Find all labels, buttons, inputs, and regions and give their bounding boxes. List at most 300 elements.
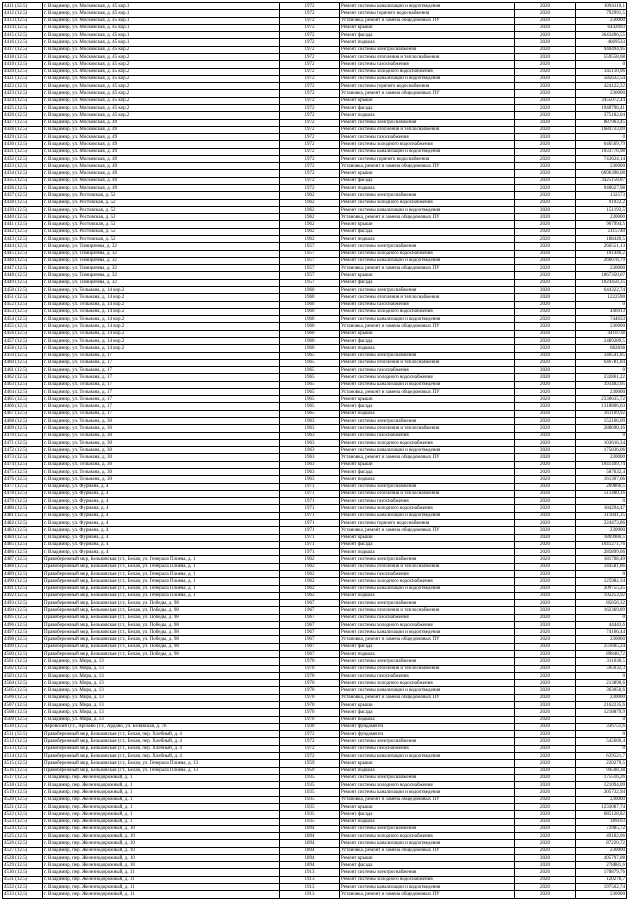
cost-cell: 121094,09 (576, 782, 627, 789)
address-cell: г. Владимир, пер. Железнодорожный, д. 11 (43, 891, 280, 898)
cost-cell: 595032,3 (576, 665, 627, 672)
address-cell: г. Владимир, ул. Тельмана, д. 30 (43, 418, 280, 425)
table-row (3, 323, 627, 330)
address-cell: Правобережный мкр, Бельковская (г.т., Белая, ул. Победы, д. 98 (43, 621, 280, 628)
address-cell: г. Владимир, ул. Тельмана, д. 14 кор.2 (43, 323, 280, 330)
address-cell: г. Владимир, ул. Мира, д. 13 (43, 716, 280, 723)
address-cell: г. Владимир, пер. Железнодорожный, д. 1 (43, 796, 280, 803)
planned-year-cell: 2020 (515, 75, 576, 82)
planned-year-cell: 2020 (515, 345, 576, 352)
build-year-cell: 1963 (280, 439, 340, 446)
cost-cell: 175516,26 (576, 774, 627, 781)
work-type-cell: Ремонт системы канализации и водоотведения (340, 629, 515, 636)
table-row (3, 177, 627, 184)
cost-cell: 4669533 (576, 39, 627, 46)
build-year-cell: 1959 (280, 760, 340, 767)
address-cell: г. Владимир, ул. Мира, д. 13 (43, 694, 280, 701)
build-year-cell: 1971 (280, 505, 340, 512)
cost-cell: 344581,86 (576, 563, 627, 570)
build-year-cell: 1957 (280, 250, 340, 257)
build-year-cell: 1972 (280, 731, 340, 738)
planned-year-cell: 2020 (515, 177, 576, 184)
build-year-cell: 1971 (280, 519, 340, 526)
address-cell: Правобережный мкр, Бельковская (г.т., Белая, ул. Генерала Плиева, д. 1 (43, 578, 280, 585)
address-cell: г. Владимир, ул. Тельмана, д. 14 кор.2 (43, 316, 280, 323)
build-year-cell: 1972 (280, 68, 340, 75)
work-type-cell: Ремонт крыши (340, 272, 515, 279)
build-year-cell: 1965 (280, 374, 340, 381)
cost-cell: 120276,7 (576, 876, 627, 883)
address-cell: г. Владимир, ул. Тельмана, д. 17 (43, 381, 280, 388)
work-type-cell: Установка, ремонт и замена общедомовых ПУ (340, 163, 515, 170)
work-type-cell: Ремонт крыши (340, 396, 515, 403)
build-year-cell: 1894 (280, 833, 340, 840)
row-number-cell: 4454 (12.5) (3, 316, 43, 323)
cost-cell: 197562,74 (576, 884, 627, 891)
planned-year-cell: 2020 (515, 257, 576, 264)
row-number-cell: 4444 (12.5) (3, 243, 43, 250)
row-number-cell: 4531 (12.5) (3, 876, 43, 883)
build-year-cell: 1967 (280, 600, 340, 607)
build-year-cell: 1962 (280, 192, 340, 199)
build-year-cell: 1960 (280, 345, 340, 352)
address-cell: г. Владимир, ул. Московская, д. 45 кор.2 (43, 112, 280, 119)
row-number-cell: 4516 (12.5) (3, 767, 43, 774)
table-row (3, 702, 627, 709)
planned-year-cell: 2020 (515, 126, 576, 133)
cost-cell: 209755,25 (576, 585, 627, 592)
work-type-cell: Ремонт системы электроснабжения (340, 825, 515, 832)
table-row (3, 672, 627, 679)
cost-cell: 1024458,35 (576, 279, 627, 286)
row-number-cell: 4532 (12.5) (3, 884, 43, 891)
build-year-cell: 1972 (280, 90, 340, 97)
work-type-cell: Ремонт подвала (340, 476, 515, 483)
work-type-cell: Ремонт системы канализации и водоотведения (340, 585, 515, 592)
work-type-cell: Ремонт системы электроснабжения (340, 774, 515, 781)
cost-cell: 285899,66 (576, 549, 627, 556)
work-type-cell: Ремонт системы канализации и водоотведения (340, 447, 515, 454)
cost-cell: 336751,6 (576, 723, 627, 730)
cost-cell: 151193,5 (576, 206, 627, 213)
cost-cell: 340541,85 (576, 352, 627, 359)
build-year-cell: 1962 (280, 214, 340, 221)
build-year-cell: 1965 (280, 396, 340, 403)
table-row (3, 316, 627, 323)
cost-cell: 363050,6 (576, 687, 627, 694)
row-number-cell: 4419 (12.5) (3, 61, 43, 68)
planned-year-cell: 2020 (515, 155, 576, 162)
table-row (3, 141, 627, 148)
planned-year-cell: 2020 (515, 505, 576, 512)
build-year-cell: 1963 (280, 461, 340, 468)
table-row (3, 75, 627, 82)
table-row (3, 330, 627, 337)
planned-year-cell: 2020 (515, 534, 576, 541)
cost-cell: 940494,95 (576, 46, 627, 53)
work-type-cell: Ремонт системы газоснабжения (340, 432, 515, 439)
work-type-cell: Ремонт системы газоснабжения (340, 367, 515, 374)
address-cell: г. Владимир, ул. Московская, д. 49 (43, 185, 280, 192)
address-cell: г. Владимир, ул. Московская, д. 45 кор.1 (43, 39, 280, 46)
address-cell: г. Владимир, ул. Московская, д. 49 (43, 163, 280, 170)
address-cell: г. Владимир, ул. Московская, д. 49 (43, 155, 280, 162)
planned-year-cell: 2020 (515, 265, 576, 272)
planned-year-cell: 2020 (515, 854, 576, 861)
address-cell: Правобережный мкр, Бельковская (г.т., Белая, пер. Хлебный, д. 4 (43, 745, 280, 752)
address-cell: г. Владимир, ул. Тельмана, д. 30 (43, 447, 280, 454)
address-cell: г. Владимир, ул. Тимирязева, д. 32 (43, 265, 280, 272)
build-year-cell: 1972 (280, 83, 340, 90)
work-type-cell: Ремонт системы горячего водоснабжения (340, 10, 515, 17)
work-type-cell: Ремонт крыши (340, 170, 515, 177)
cost-cell: 743624,14 (576, 155, 627, 162)
table-row (3, 600, 627, 607)
table-row (3, 381, 627, 388)
address-cell: г. Владимир, ул. Московская, д. 49 (43, 126, 280, 133)
work-type-cell: Установка, ремонт и замена общедомовых ПУ (340, 323, 515, 330)
cost-cell: 188449,5 (576, 236, 627, 243)
address-cell: г. Владимир, ул. Фурмана, д. 4 (43, 505, 280, 512)
table-row (3, 519, 627, 526)
table-row (3, 352, 627, 359)
work-type-cell: Установка, ремонт и замена общедомовых ПУ (340, 454, 515, 461)
planned-year-cell: 2020 (515, 752, 576, 759)
work-type-cell: Установка, ремонт и замена общедомовых ПУ (340, 891, 515, 898)
cost-cell: 175836,06 (576, 447, 627, 454)
work-type-cell: Установка, ремонт и замена общедомовых ПУ (340, 694, 515, 701)
cost-cell: 2489289,5 (576, 337, 627, 344)
planned-year-cell: 2020 (515, 876, 576, 883)
planned-year-cell: 2020 (515, 869, 576, 876)
address-cell: г. Владимир, ул. Фурмана, д. 4 (43, 541, 280, 548)
build-year-cell: 1962 (280, 199, 340, 206)
address-cell: Правобережный мкр, Бельковская (г.т., Белая, ул. Генерала Плиева, д. 13 (43, 760, 280, 767)
table-row (3, 578, 627, 585)
cost-cell: 3643496,55 (576, 32, 627, 39)
cost-cell: 3455072,44 (576, 97, 627, 104)
planned-year-cell: 2020 (515, 388, 576, 395)
cost-cell: 967994,5 (576, 221, 627, 228)
address-cell: г. Владимир, ул. Московская, д. 45 кор.2 (43, 68, 280, 75)
address-cell: Правобережный мкр, Бельковская (г.т., Белая, ул. Победы, д. 98 (43, 651, 280, 658)
work-type-cell: Ремонт системы холодного водоснабжения (340, 621, 515, 628)
cost-cell: 375182,04 (576, 112, 627, 119)
work-type-cell: Ремонт системы газоснабжения (340, 301, 515, 308)
row-number-cell: 4432 (12.5) (3, 155, 43, 162)
build-year-cell: 1960 (280, 323, 340, 330)
row-number-cell: 4430 (12.5) (3, 141, 43, 148)
planned-year-cell: 2020 (515, 541, 576, 548)
work-type-cell: Ремонт фасада (340, 811, 515, 818)
row-number-cell: 4425 (12.5) (3, 104, 43, 111)
address-cell: г. Владимир, пер. Железнодорожный, д. 11 (43, 884, 280, 891)
row-number-cell: 4470 (12.5) (3, 432, 43, 439)
cost-cell: 213890,6 (576, 680, 627, 687)
planned-year-cell: 2020 (515, 185, 576, 192)
table-row (3, 83, 627, 90)
address-cell: г. Владимир, пер. Железнодорожный, д. 1 (43, 782, 280, 789)
row-number-cell: 4525 (12.5) (3, 833, 43, 840)
row-number-cell: 4496 (12.5) (3, 621, 43, 628)
planned-year-cell: 2020 (515, 490, 576, 497)
build-year-cell: 1965 (280, 352, 340, 359)
row-number-cell: 4456 (12.5) (3, 330, 43, 337)
work-type-cell: Ремонт крыши (340, 24, 515, 31)
work-type-cell: Ремонт системы электроснабжения (340, 243, 515, 250)
cost-cell: 495797,08 (576, 854, 627, 861)
build-year-cell: 1970 (280, 665, 340, 672)
cost-cell: 1233087,74 (576, 803, 627, 810)
address-cell: г. Владимир, ул. Московская, д. 49 (43, 141, 280, 148)
table-row (3, 170, 627, 177)
row-number-cell: 4472 (12.5) (3, 447, 43, 454)
row-number-cell: 4418 (12.5) (3, 53, 43, 60)
cost-cell: 288690,16 (576, 425, 627, 432)
work-type-cell: Ремонт фасада (340, 862, 515, 869)
address-cell: г. Владимир, ул. Фурмана, д. 4 (43, 519, 280, 526)
build-year-cell: 1972 (280, 39, 340, 46)
table-row (3, 498, 627, 505)
address-cell: г. Владимир, пер. Железнодорожный, д. 11 (43, 869, 280, 876)
address-cell: Правобережный мкр, Бельковская (г.т., Белая, ул. Победы, д. 98 (43, 607, 280, 614)
work-type-cell: Ремонт фасада (340, 337, 515, 344)
planned-year-cell: 2020 (515, 461, 576, 468)
table-row (3, 818, 627, 825)
address-cell: г. Владимир, ул. Тельмана, д. 17 (43, 410, 280, 417)
row-number-cell: 4461 (12.5) (3, 367, 43, 374)
planned-year-cell: 2020 (515, 578, 576, 585)
cost-cell: 345110,96 (576, 68, 627, 75)
table-row (3, 61, 627, 68)
cost-cell: 1867350,07 (576, 272, 627, 279)
address-cell: г. Владимир, ул. Мира, д. 13 (43, 672, 280, 679)
work-type-cell: Ремонт фасада (340, 403, 515, 410)
address-cell: г. Владимир, ул. Тельмана, д. 30 (43, 454, 280, 461)
row-number-cell: 4479 (12.5) (3, 498, 43, 505)
build-year-cell: 1957 (280, 265, 340, 272)
build-year-cell: 1913 (280, 876, 340, 883)
cost-cell: 311841,35 (576, 512, 627, 519)
build-year-cell: 1960 (280, 286, 340, 293)
work-type-cell: Ремонт системы отопления и теплоснабжения (340, 490, 515, 497)
cost-cell: 1318806,63 (576, 403, 627, 410)
address-cell: г. Владимир, ул. Тельмана, д. 17 (43, 367, 280, 374)
build-year-cell: 1972 (280, 126, 340, 133)
cost-cell: 6696398,08 (576, 170, 627, 177)
build-year-cell: 1963 (280, 454, 340, 461)
cost-cell: 278881,6 (576, 862, 627, 869)
planned-year-cell: 2020 (515, 410, 576, 417)
build-year-cell: 1965 (280, 403, 340, 410)
row-number-cell: 4489 (12.5) (3, 570, 43, 577)
table-row (3, 359, 627, 366)
planned-year-cell: 2020 (515, 760, 576, 767)
work-type-cell: Установка, ремонт и замена общедомовых ПУ (340, 527, 515, 534)
planned-year-cell: 2020 (515, 214, 576, 221)
table-row (3, 155, 627, 162)
build-year-cell: 1967 (280, 643, 340, 650)
planned-year-cell: 2020 (515, 498, 576, 505)
build-year-cell: 1972 (280, 24, 340, 31)
table-row (3, 680, 627, 687)
planned-year-cell: 2020 (515, 825, 576, 832)
row-number-cell: 4522 (12.5) (3, 811, 43, 818)
planned-year-cell: 2020 (515, 607, 576, 614)
cost-cell: 639521,7 (576, 752, 627, 759)
row-number-cell: 4464 (12.5) (3, 388, 43, 395)
table-row (3, 614, 627, 621)
address-cell: Правобережный мкр, Бельковская (г.т., Белая, пер. Хлебный, д. 4 (43, 738, 280, 745)
work-type-cell: Установка, ремонт и замена общедомовых ПУ (340, 847, 515, 854)
work-type-cell: Ремонт крыши (340, 221, 515, 228)
planned-year-cell: 2020 (515, 170, 576, 177)
build-year-cell: 1960 (280, 330, 340, 337)
table-row (3, 418, 627, 425)
work-type-cell: Ремонт крыши (340, 330, 515, 337)
planned-year-cell: 2020 (515, 803, 576, 810)
cost-cell: 0 (576, 498, 627, 505)
build-year-cell: 1972 (280, 3, 340, 10)
row-number-cell: 4498 (12.5) (3, 636, 43, 643)
build-year-cell: 1972 (280, 163, 340, 170)
build-year-cell: 1960 (280, 308, 340, 315)
row-number-cell: 4433 (12.5) (3, 163, 43, 170)
table-row (3, 876, 627, 883)
table-row (3, 24, 627, 31)
planned-year-cell: 2020 (515, 709, 576, 716)
build-year-cell: 1972 (280, 17, 340, 24)
row-number-cell: 4429 (12.5) (3, 134, 43, 141)
build-year-cell: 1894 (280, 825, 340, 832)
cost-cell: 230000 (576, 454, 627, 461)
row-number-cell: 4431 (12.5) (3, 148, 43, 155)
cost-cell: 184294,47 (576, 505, 627, 512)
build-year-cell: 1962 (280, 228, 340, 235)
planned-year-cell: 2020 (515, 381, 576, 388)
cost-cell: 424122,22 (576, 83, 627, 90)
table-row (3, 840, 627, 847)
build-year-cell: 1965 (280, 359, 340, 366)
row-number-cell: 4502 (12.5) (3, 665, 43, 672)
planned-year-cell: 2020 (515, 833, 576, 840)
build-year-cell: 1963 (280, 469, 340, 476)
build-year-cell: 1970 (280, 702, 340, 709)
planned-year-cell: 2020 (515, 614, 576, 621)
work-type-cell: Ремонт системы электроснабжения (340, 192, 515, 199)
address-cell: г. Владимир, ул. Тельмана, д. 14 кор.2 (43, 345, 280, 352)
planned-year-cell: 2020 (515, 716, 576, 723)
cost-cell: 230000 (576, 90, 627, 97)
table-row (3, 651, 627, 658)
address-cell: Правобережный мкр, Бельковская (г.т., Белая, ул. Генерала Плиева, д. 1 (43, 585, 280, 592)
planned-year-cell: 2020 (515, 396, 576, 403)
build-year-cell: 1962 (280, 556, 340, 563)
cost-cell: 685128,82 (576, 811, 627, 818)
table-row (3, 272, 627, 279)
build-year-cell: 1970 (280, 687, 340, 694)
address-cell: г. Владимир, ул. Тельмана, д. 14 кор.2 (43, 330, 280, 337)
cost-cell: 545606,4 (576, 738, 627, 745)
work-type-cell: Ремонт системы электроснабжения (340, 869, 515, 876)
cost-cell: 0 (576, 672, 627, 679)
table-row (3, 803, 627, 810)
work-type-cell: Ремонт системы отопления и теплоснабжения (340, 126, 515, 133)
capital-repair-table (2, 2, 627, 899)
table-row (3, 556, 627, 563)
row-number-cell: 4445 (12.5) (3, 250, 43, 257)
address-cell: Правобережный мкр, Бельковская (г.т., Белая, пер. Хлебный, д. 4 (43, 731, 280, 738)
cost-cell: 230000 (576, 636, 627, 643)
build-year-cell: 1962 (280, 585, 340, 592)
build-year-cell: 1963 (280, 476, 340, 483)
work-type-cell: Ремонт системы газоснабжения (340, 134, 515, 141)
planned-year-cell: 2020 (515, 840, 576, 847)
work-type-cell: Ремонт крыши (340, 760, 515, 767)
build-year-cell: 1957 (280, 243, 340, 250)
table-body (3, 3, 627, 899)
address-cell: г. Владимир, ул. Московская, д. 45 кор.2 (43, 61, 280, 68)
row-number-cell: 4512 (12.5) (3, 738, 43, 745)
cost-cell: 230000 (576, 694, 627, 701)
address-cell: г. Владимир, ул. Тимирязева, д. 32 (43, 257, 280, 264)
build-year-cell: 1972 (280, 148, 340, 155)
build-year-cell: 1971 (280, 490, 340, 497)
build-year-cell: 1970 (280, 716, 340, 723)
planned-year-cell: 2020 (515, 221, 576, 228)
planned-year-cell: 2020 (515, 228, 576, 235)
build-year-cell: 1960 (280, 337, 340, 344)
table-row (3, 185, 627, 192)
table-row (3, 126, 627, 133)
table-row (3, 621, 627, 628)
cost-cell: 181708,49 (576, 556, 627, 563)
cost-cell: 1218879,9 (576, 709, 627, 716)
table-row (3, 512, 627, 519)
table-row (3, 505, 627, 512)
planned-year-cell: 2020 (515, 97, 576, 104)
work-type-cell: Ремонт подвала (340, 767, 515, 774)
planned-year-cell: 2020 (515, 862, 576, 869)
row-number-cell: 4441 (12.5) (3, 221, 43, 228)
work-type-cell: Установка, ремонт и замена общедомовых ПУ (340, 17, 515, 24)
planned-year-cell: 2020 (515, 643, 576, 650)
work-type-cell: Ремонт системы холодного водоснабжения (340, 250, 515, 257)
work-type-cell: Ремонт фасада (340, 541, 515, 548)
work-type-cell: Ремонт фасада (340, 709, 515, 716)
row-number-cell: 4411 (12.5) (3, 3, 43, 10)
build-year-cell: 1963 (280, 432, 340, 439)
build-year-cell: 1970 (280, 694, 340, 701)
row-number-cell: 4457 (12.5) (3, 337, 43, 344)
row-number-cell: 4495 (12.5) (3, 614, 43, 621)
planned-year-cell: 2020 (515, 592, 576, 599)
build-year-cell: 1972 (280, 75, 340, 82)
table-row (3, 796, 627, 803)
build-year-cell: 1972 (280, 119, 340, 126)
build-year-cell: 1972 (280, 738, 340, 745)
row-number-cell: 4510 (12.5) (3, 723, 43, 730)
cost-cell: 361109,92 (576, 410, 627, 417)
address-cell: г. Владимир, ул. Ростовская, д. 52 (43, 199, 280, 206)
work-type-cell: Ремонт системы электроснабжения (340, 119, 515, 126)
address-cell: г. Владимир, ул. Ростовская, д. 52 (43, 192, 280, 199)
row-number-cell: 4437 (12.5) (3, 192, 43, 199)
planned-year-cell: 2020 (515, 39, 576, 46)
work-type-cell: Ремонт системы газоснабжения (340, 61, 515, 68)
table-row (3, 716, 627, 723)
address-cell: г. Владимир, ул. Ростовская, д. 52 (43, 206, 280, 213)
